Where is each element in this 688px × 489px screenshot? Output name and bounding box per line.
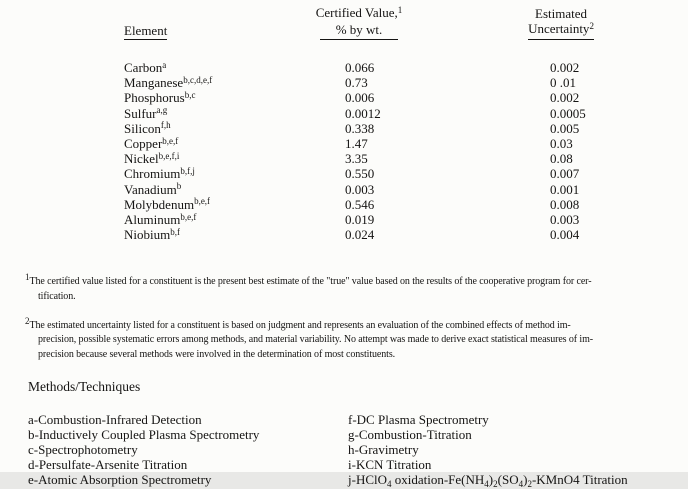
- method-item-b: b-Inductively Coupled Plasma Spectrometry: [28, 426, 260, 442]
- element-name: Copper$^{b,e,f}$: [124, 135, 179, 152]
- methods-column-left: [28, 412, 348, 489]
- methods-column-right: [348, 412, 678, 489]
- certified-value: 0.0012: [345, 105, 381, 121]
- table-row-nickel: [124, 152, 688, 167]
- estimated-uncertainty: 0.005: [550, 120, 580, 136]
- uncertainty-header-line2: Uncertainty$^2$: [434, 21, 688, 40]
- element-name: Niobium$^{b,f}$: [124, 226, 180, 243]
- table-row-sulfur: [124, 107, 688, 122]
- method-superscript: b,f,j: [180, 165, 195, 176]
- method-superscript: b,c: [184, 89, 196, 100]
- estimated-header-line1: Estimated: [535, 6, 587, 21]
- certified-value: 0.019: [345, 212, 375, 228]
- certified-value: 0.024: [345, 227, 375, 243]
- element-name: Sulfur$^{a,g}$: [124, 105, 168, 121]
- method-item-i: i-KCN Titration: [348, 456, 432, 472]
- certified-value: 0.003: [345, 181, 375, 197]
- method-item-e: e-Atomic Absorption Spectrometry: [28, 471, 212, 487]
- method-item-j: j-HClO$_4$ oxidation-$Fe(NH_4)_2(SO_4)_2-KMnO4$ Titration: [348, 471, 628, 489]
- method-item-a: a-Combustion-Infrared Detection: [28, 411, 202, 427]
- method-superscript: b,e,f,i: [158, 150, 180, 161]
- estimated-uncertainty: 0.002: [550, 60, 580, 75]
- footnote-2-line2: precision, possible systematic errors among methods, and material variability. No attempt was made to derive exact statistical measures of im-: [38, 334, 593, 346]
- certified-value-column-header: [284, 5, 434, 40]
- table-header-row: [124, 5, 688, 40]
- certified-value: 0.546: [345, 196, 375, 212]
- method-item-f: f-DC Plasma Spectrometry: [348, 411, 489, 427]
- method-item-g: g-Combustion-Titration: [348, 426, 472, 442]
- element-name: Carbon$^a$: [124, 59, 167, 75]
- method-item-c: c-Spectrophotometry: [28, 441, 138, 457]
- method-superscript: b,c,d,e,f: [183, 74, 213, 85]
- certified-value: 1.47: [345, 136, 368, 152]
- table-row-copper: [124, 137, 688, 152]
- pct-by-wt-header: % by wt.: [284, 22, 434, 40]
- footnotes: [25, 271, 673, 361]
- footnote-1-marker: 1: [397, 4, 403, 15]
- footnote-1-line1: 1The certified value listed for a constituent is the present best estimate of the "true" value based on the results of the cooperative program for cer-: [25, 271, 592, 288]
- certified-value: 0.550: [345, 166, 375, 182]
- element-name: Manganese$^{b,c,d,e,f}$: [124, 74, 213, 91]
- method-superscript: b,e,f: [194, 196, 211, 207]
- estimated-uncertainty: 0.003: [550, 212, 580, 228]
- method-item-d: d-Persulfate-Arsenite Titration: [28, 456, 188, 472]
- table-row-niobium: [124, 228, 688, 243]
- element-name: Aluminum$^{b,e,f}$: [124, 211, 197, 228]
- table-row-carbon: [124, 61, 688, 76]
- certified-value: 0.73: [345, 75, 368, 91]
- element-name: Molybdenum$^{b,e,f}$: [124, 196, 211, 212]
- methods-columns: [28, 412, 688, 489]
- certified-value: 0.066: [345, 60, 375, 75]
- footnote-2-line3: precision because several methods were involved in the determination of most constituents.: [38, 348, 396, 360]
- estimated-uncertainty: 0.004: [550, 227, 580, 243]
- estimated-uncertainty: 0.001: [550, 181, 580, 197]
- estimated-uncertainty: 0 .01: [550, 75, 576, 91]
- method-superscript: b,f: [170, 226, 180, 237]
- method-superscript: a,g: [156, 105, 168, 116]
- estimated-uncertainty: 0.03: [550, 136, 573, 152]
- estimated-uncertainty: 0.002: [550, 90, 580, 106]
- certified-value: 3.35: [345, 151, 368, 167]
- certified-value: 0.006: [345, 90, 375, 106]
- footnote-1-line2: tification.: [38, 290, 76, 302]
- method-superscript: b,e,f: [180, 211, 197, 222]
- table-row-molybdenum: [124, 198, 688, 213]
- table-row-phosphorus: [124, 91, 688, 106]
- method-superscript: f,h: [160, 120, 171, 131]
- table-row-silicon: [124, 122, 688, 137]
- certified-value-header-line1: Certified Value,$^1$: [315, 4, 403, 20]
- estimated-uncertainty: 0.0005: [550, 105, 586, 121]
- footnote-1: [25, 271, 673, 304]
- element-name: Silicon$^{f,h}$: [124, 120, 171, 136]
- estimated-uncertainty: 0.007: [550, 166, 580, 182]
- element-column-header: [124, 23, 284, 40]
- estimated-uncertainty: 0.08: [550, 151, 573, 167]
- table-row-chromium: [124, 167, 688, 182]
- method-superscript: b: [176, 181, 182, 192]
- methods-heading: Methods/Techniques: [28, 378, 141, 394]
- element-header-label: Element: [124, 23, 168, 38]
- element-name: Nickel$^{b,e,f,i}$: [124, 150, 180, 167]
- method-superscript: b,e,f: [162, 135, 179, 146]
- footnote-2-marker: 2: [589, 20, 594, 31]
- table-row-aluminum: [124, 213, 688, 228]
- method-item-h: h-Gravimetry: [348, 441, 419, 457]
- certified-value: 0.338: [345, 120, 375, 136]
- element-name: Vanadium$^b$: [124, 181, 182, 197]
- estimated-uncertainty: 0.008: [550, 196, 580, 212]
- footnote-2-line1: 2The estimated uncertainty listed for a constituent is based on judgment and represents an evaluation of the combined effects of method im-: [25, 315, 571, 332]
- methods-section: [28, 379, 688, 489]
- element-name: Phosphorus$^{b,c}$: [124, 89, 196, 106]
- certified-values-table: [0, 0, 688, 243]
- table-row-manganese: [124, 76, 688, 91]
- footnote-2: [25, 315, 673, 362]
- uncertainty-column-header: [434, 6, 688, 40]
- element-name: Chromium$^{b,f,j}$: [124, 165, 195, 182]
- method-superscript: a: [162, 59, 167, 70]
